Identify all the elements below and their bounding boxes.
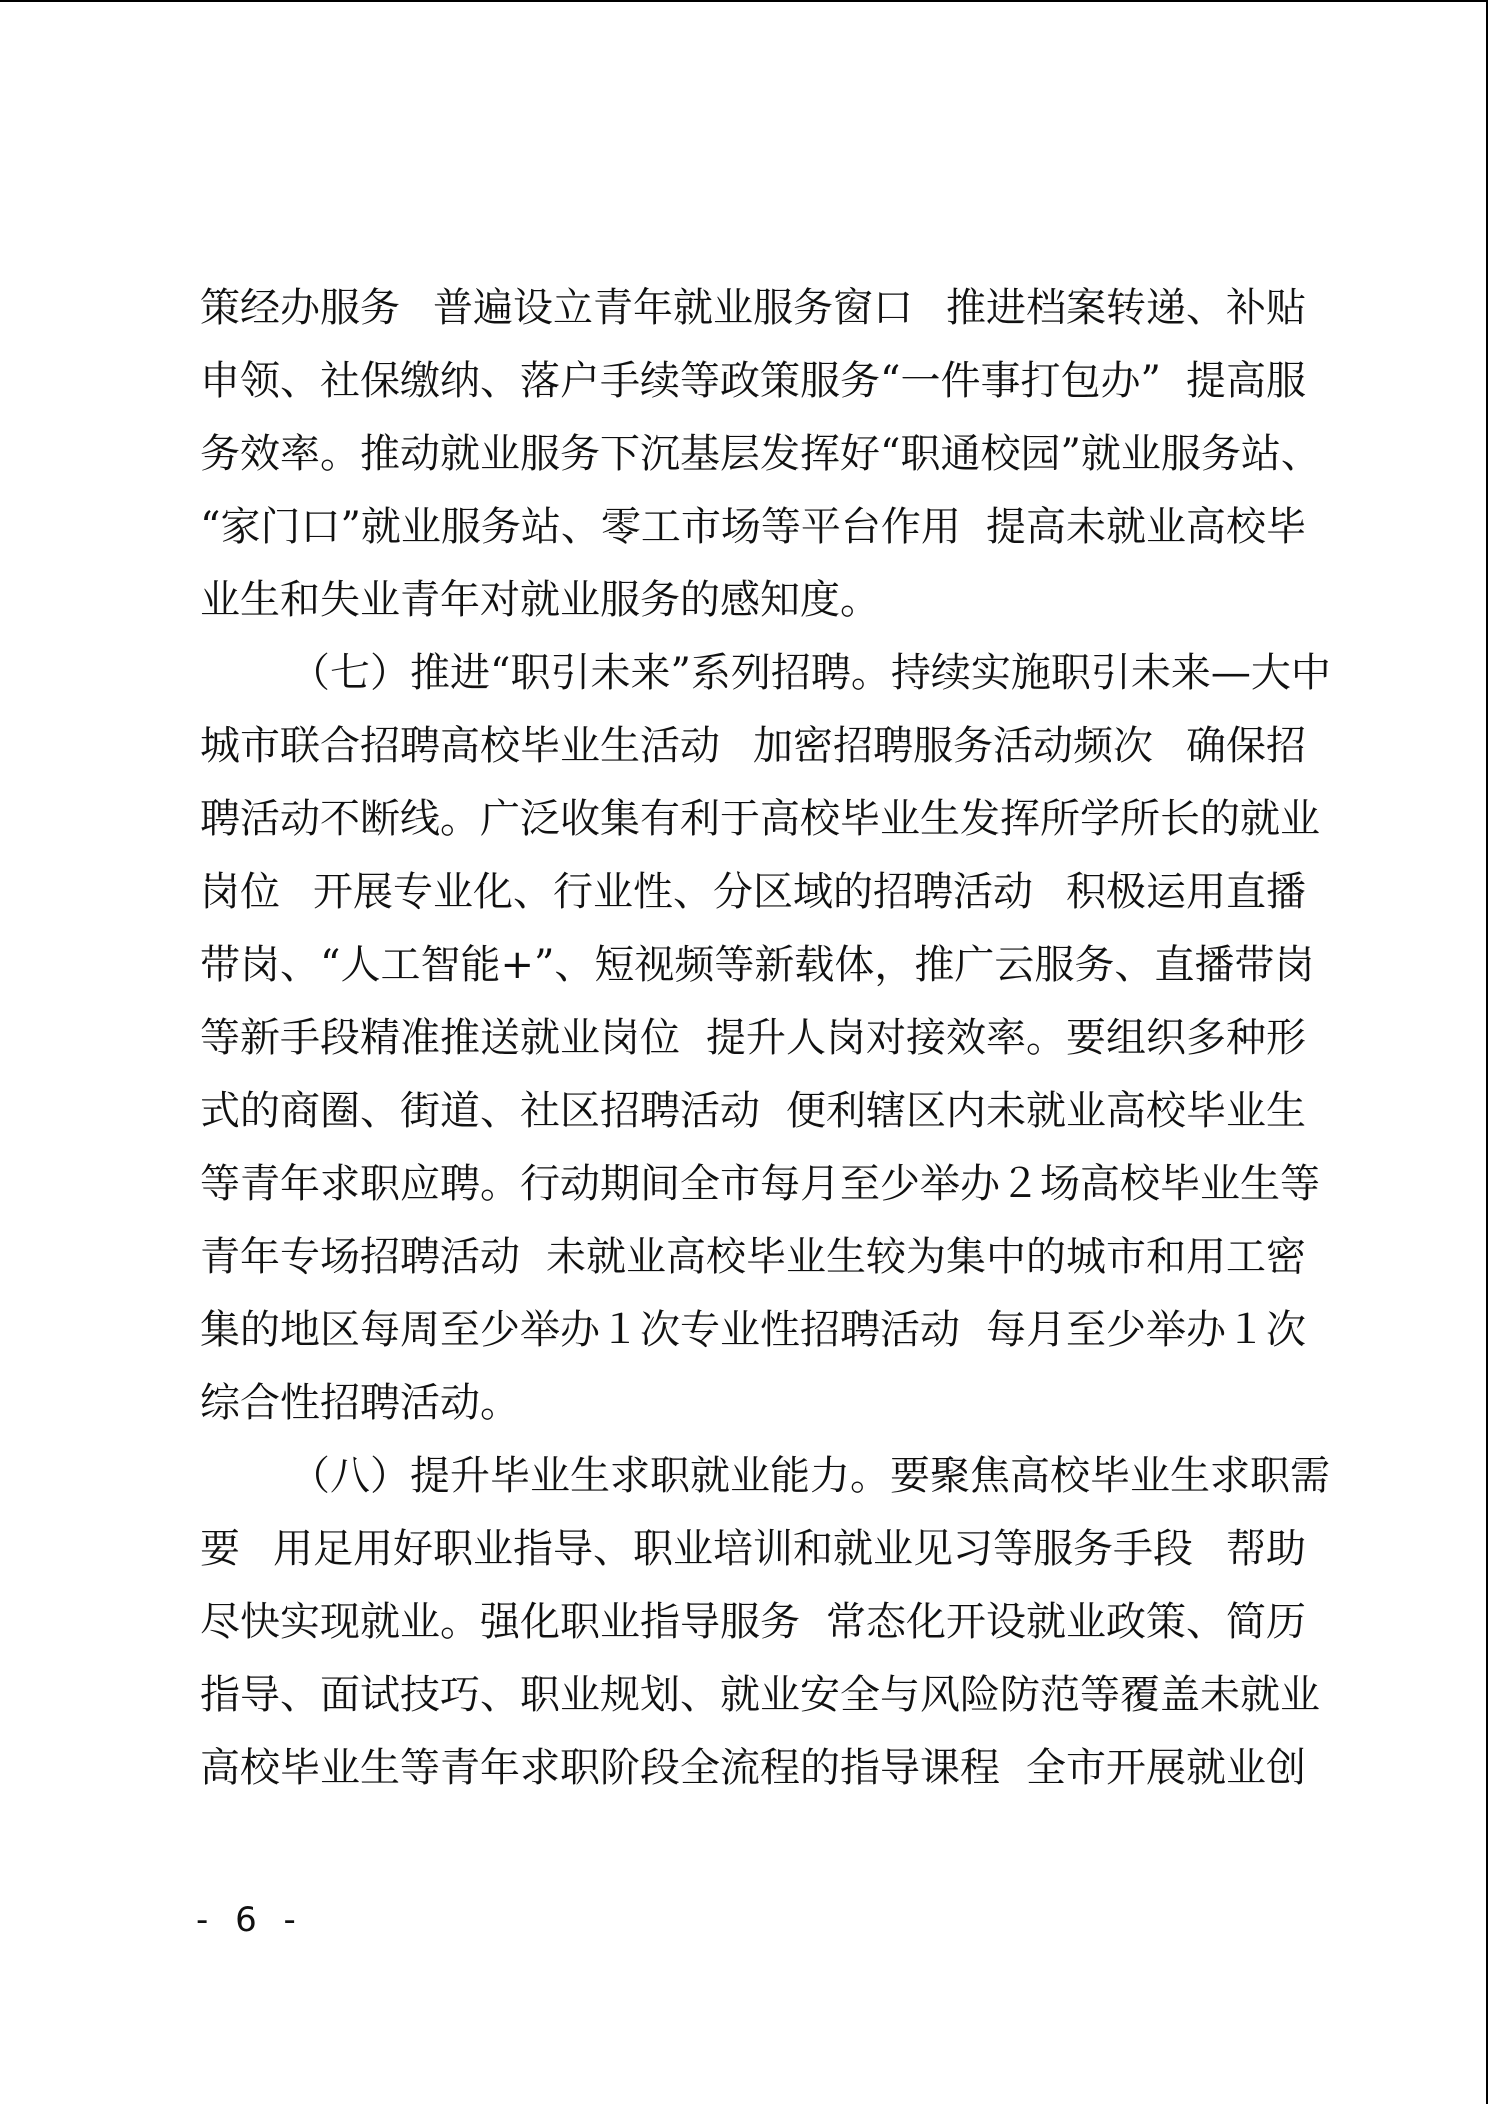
text-segment: 提升人岗对接效率。要组织多种形	[706, 1015, 1306, 1061]
text-line	[200, 1075, 1306, 1148]
page-number: - 6 -	[196, 1900, 304, 1940]
text-line	[200, 1659, 1320, 1732]
text-segment: 带岗、“人工智能+”、短视频等新载体，推广云服务、直播带岗	[200, 942, 1315, 988]
body-text	[200, 272, 1331, 1805]
text-line	[200, 1294, 1306, 1367]
text-segment: “家门口”就业服务站、零工市场等平台作用	[200, 504, 961, 550]
text-segment: 加密招聘服务活动频次	[753, 723, 1153, 769]
text-segment: 未就业高校毕业生较为集中的城市和用工密	[546, 1234, 1306, 1280]
text-segment: 常态化开设就业政策、简历	[826, 1599, 1306, 1645]
text-line	[200, 1732, 1306, 1805]
text-segment: 高校毕业生等青年求职阶段全流程的指导课程	[200, 1745, 1000, 1791]
text-line	[200, 710, 1306, 783]
text-segment: 用足用好职业指导、职业培训和就业见习等服务手段	[273, 1526, 1193, 1572]
text-segment: 等新手段精准推送就业岗位	[200, 1015, 680, 1061]
text-line	[200, 1002, 1306, 1075]
text-segment: 帮助	[1226, 1526, 1306, 1572]
text-segment: 集的地区每周至少举办１次专业性招聘活动	[200, 1307, 960, 1353]
text-segment: 全市开展就业创	[1026, 1745, 1306, 1791]
text-segment: 提高未就业高校毕	[986, 504, 1306, 550]
text-line	[200, 1148, 1320, 1221]
text-segment: 等青年求职应聘。行动期间全市每月至少举办２场高校毕业生等	[200, 1161, 1320, 1207]
text-segment: 业生和失业青年对就业服务的感知度。	[200, 577, 880, 623]
text-segment: 岗位	[200, 869, 280, 915]
text-segment: （七）推进“职引未来”系列招聘。持续实施职引未来—大中	[290, 650, 1331, 696]
text-line	[200, 1513, 1306, 1586]
text-segment: 务效率。推动就业服务下沉基层	[200, 431, 760, 477]
text-segment: 发挥好“职通校园”就业服务站、	[760, 431, 1321, 477]
text-segment: 确保招	[1186, 723, 1306, 769]
text-segment: 普遍设立青年就业服务窗口	[433, 285, 913, 331]
text-line	[200, 491, 1306, 564]
text-segment: （八）提升毕业生求职就业能力。要聚焦高校毕业生求职需	[290, 1453, 1330, 1499]
paragraph-heading-line	[200, 1440, 1330, 1513]
text-line	[200, 345, 1306, 418]
text-segment: 便利辖区内未就业高校毕业生	[786, 1088, 1306, 1134]
text-line	[200, 929, 1315, 1002]
text-segment: 聘活动不断线。广泛收集有利于高校毕业生发挥所学所长的就业	[200, 796, 1320, 842]
text-segment: 策经办服务	[200, 285, 400, 331]
text-line	[200, 1221, 1306, 1294]
text-segment: 指导、面试技巧、职业规划、就业安全与风险防范等覆盖未就业	[200, 1672, 1320, 1718]
text-line	[200, 564, 1306, 637]
text-segment: 要	[200, 1526, 240, 1572]
text-segment: 提高服	[1186, 358, 1306, 404]
text-segment: 申领、社保缴纳、落户手续等政策服务“一件事打包办”	[200, 358, 1161, 404]
text-segment: 综合性招聘活动。	[200, 1380, 520, 1426]
text-line	[200, 856, 1306, 929]
text-segment: 开展专业化、行业性、分区域的招聘活动	[313, 869, 1033, 915]
text-segment: 青年专场招聘活动	[200, 1234, 520, 1280]
text-segment: 推进档案转递、补贴	[946, 285, 1306, 331]
text-segment: 城市联合招聘高校毕业生活动	[200, 723, 720, 769]
text-segment: 积极运用直播	[1066, 869, 1306, 915]
text-segment: 尽快实现就业。强化职业指导服务	[200, 1599, 800, 1645]
paragraph-heading-line	[200, 637, 1331, 710]
text-segment: 式的商圈、街道、社区招聘活动	[200, 1088, 760, 1134]
text-line	[200, 783, 1320, 856]
text-line	[200, 272, 1306, 345]
text-line	[200, 1586, 1306, 1659]
text-segment: 每月至少举办１次	[986, 1307, 1306, 1353]
text-line	[200, 418, 1321, 491]
text-line	[200, 1367, 1306, 1440]
